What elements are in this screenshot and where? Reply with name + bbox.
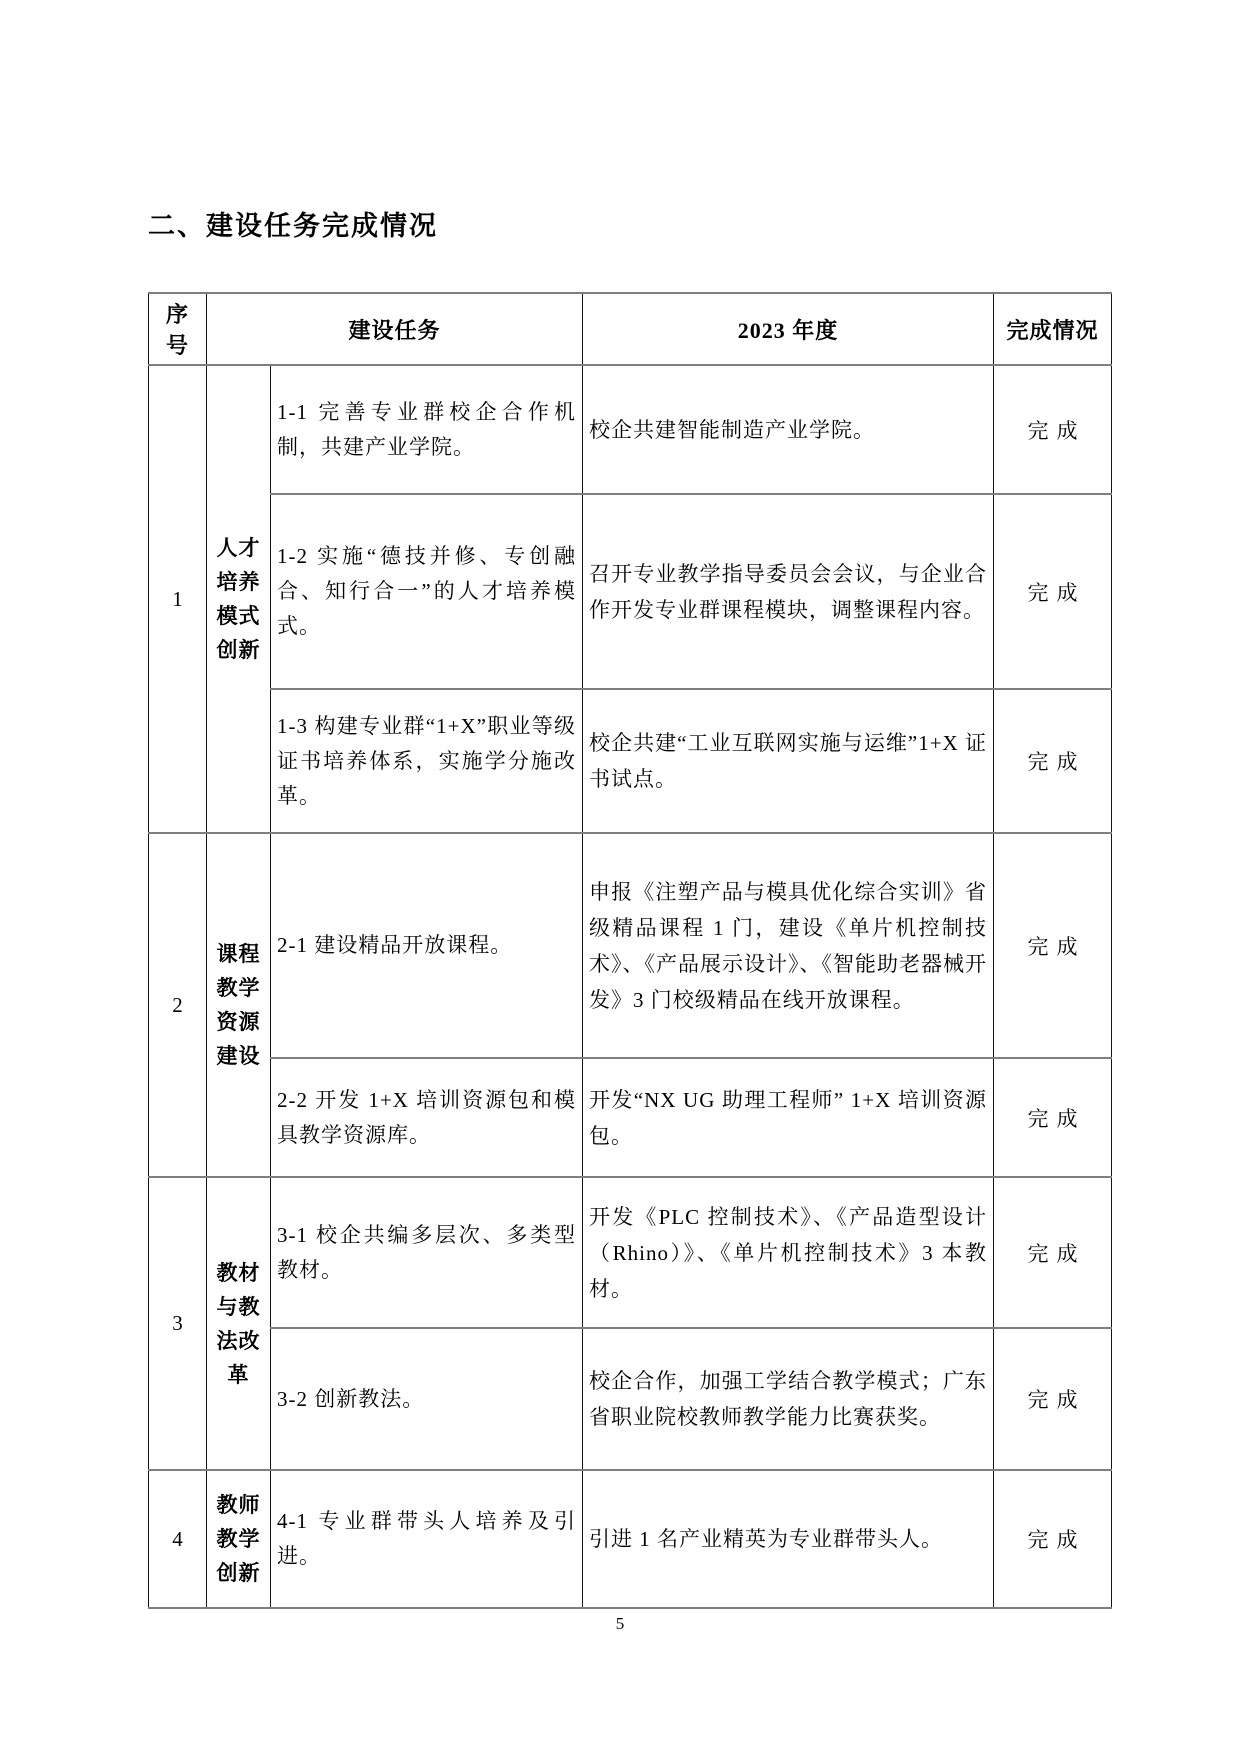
status-cell: 完成 [994, 1328, 1112, 1470]
index-cell: 3 [149, 1177, 207, 1470]
status-cell: 完成 [994, 494, 1112, 689]
task-cell: 1-1 完善专业群校企合作机制，共建产业学院。 [271, 365, 583, 494]
task-cell: 2-1 建设精品开放课程。 [271, 833, 583, 1058]
year-cell: 申报《注塑产品与模具优化综合实训》省级精品课程 1 门，建设《单片机控制技术》、《产品展示设计》、《智能助老器械开发》3 门校级精品在线开放课程。 [583, 833, 994, 1058]
category-cell: 教师教学创新 [207, 1470, 271, 1608]
col-header-index: 序号 [149, 293, 207, 365]
table-row [149, 689, 1112, 833]
task-cell: 2-2 开发 1+X 培训资源包和模具教学资源库。 [271, 1058, 583, 1177]
year-cell: 开发《PLC 控制技术》、《产品造型设计（Rhino）》、《单片机控制技术》3 本教材。 [583, 1177, 994, 1328]
section-title: 二、建设任务完成情况 [148, 211, 438, 241]
header-row [149, 293, 1112, 365]
index-cell: 4 [149, 1470, 207, 1608]
task-cell: 1-3 构建专业群“1+X”职业等级证书培养体系，实施学分施改革。 [271, 689, 583, 833]
col-header-year: 2023 年度 [583, 293, 994, 365]
task-cell: 4-1 专业群带头人培养及引进。 [271, 1470, 583, 1608]
table-container [148, 292, 1111, 1609]
table-row [149, 365, 1112, 494]
status-cell: 完成 [994, 1058, 1112, 1177]
table-row [149, 1470, 1112, 1608]
year-cell: 召开专业教学指导委员会会议，与企业合作开发专业群课程模块，调整课程内容。 [583, 494, 994, 689]
table-row [149, 1328, 1112, 1470]
page-number: 5 [615, 1614, 625, 1633]
col-header-status: 完成情况 [994, 293, 1112, 365]
index-cell: 2 [149, 833, 207, 1177]
status-cell: 完成 [994, 833, 1112, 1058]
task-cell: 1-2 实施“德技并修、专创融合、知行合一”的人才培养模式。 [271, 494, 583, 689]
task-cell: 3-1 校企共编多层次、多类型教材。 [271, 1177, 583, 1328]
table-row [149, 1058, 1112, 1177]
year-cell: 开发“NX UG 助理工程师” 1+X 培训资源包。 [583, 1058, 994, 1177]
year-cell: 引进 1 名产业精英为专业群带头人。 [583, 1470, 994, 1608]
col-header-task: 建设任务 [207, 293, 583, 365]
status-cell: 完成 [994, 365, 1112, 494]
table-row [149, 1177, 1112, 1328]
index-cell: 1 [149, 365, 207, 833]
task-cell: 3-2 创新教法。 [271, 1328, 583, 1470]
completion-table [148, 292, 1112, 1609]
category-cell: 人才培养模式创新 [207, 365, 271, 833]
year-cell: 校企共建“工业互联网实施与运维”1+X 证书试点。 [583, 689, 994, 833]
table-row [149, 494, 1112, 689]
status-cell: 完成 [994, 1177, 1112, 1328]
status-cell: 完成 [994, 1470, 1112, 1608]
year-cell: 校企合作，加强工学结合教学模式；广东省职业院校教师教学能力比赛获奖。 [583, 1328, 994, 1470]
year-cell: 校企共建智能制造产业学院。 [583, 365, 994, 494]
category-cell: 教材与教法改革 [207, 1177, 271, 1470]
category-cell: 课程教学资源建设 [207, 833, 271, 1177]
status-cell: 完成 [994, 689, 1112, 833]
table-row [149, 833, 1112, 1058]
